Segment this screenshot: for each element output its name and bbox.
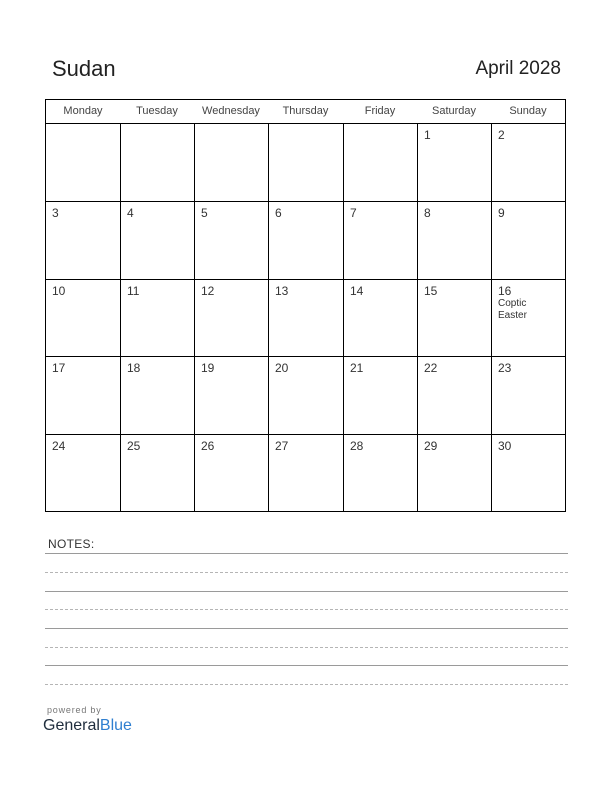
day-number: 19 — [201, 361, 215, 375]
holiday-label: Coptic Easter — [498, 298, 527, 321]
weekday-header-friday: Friday — [364, 105, 396, 117]
day-number: 22 — [424, 361, 438, 375]
day-cell[interactable] — [120, 124, 194, 201]
day-cell[interactable] — [343, 356, 417, 434]
weekday-header-tuesday: Tuesday — [136, 105, 178, 117]
day-number: 10 — [52, 284, 66, 298]
day-cell[interactable] — [268, 279, 343, 356]
day-cell[interactable] — [46, 434, 120, 511]
day-cell[interactable] — [120, 201, 194, 279]
day-number: 8 — [424, 206, 431, 220]
day-cell[interactable] — [417, 124, 491, 201]
day-cell[interactable] — [120, 356, 194, 434]
day-cell[interactable] — [491, 356, 565, 434]
day-cell[interactable] — [268, 356, 343, 434]
day-cell[interactable] — [268, 124, 343, 201]
day-cell[interactable] — [194, 124, 268, 201]
day-number: 28 — [350, 439, 364, 453]
day-number: 9 — [498, 206, 505, 220]
weekday-header-saturday: Saturday — [431, 105, 477, 117]
day-number: 15 — [424, 284, 438, 298]
day-cell[interactable] — [343, 279, 417, 356]
day-cell[interactable] — [417, 356, 491, 434]
brand-general: General — [43, 717, 100, 734]
notes-line — [45, 553, 568, 554]
country-title: Sudan — [52, 56, 116, 81]
day-number: 12 — [201, 284, 215, 298]
day-number: 13 — [275, 284, 289, 298]
day-number: 25 — [127, 439, 141, 453]
notes-line — [45, 647, 568, 648]
day-cell[interactable] — [120, 279, 194, 356]
weekday-header-row — [46, 100, 565, 124]
day-cell[interactable] — [194, 279, 268, 356]
day-number: 5 — [201, 206, 208, 220]
day-number: 24 — [52, 439, 66, 453]
day-number: 23 — [498, 361, 512, 375]
day-cell[interactable] — [46, 356, 120, 434]
day-number: 11 — [127, 284, 140, 298]
day-number: 6 — [275, 206, 282, 220]
weekday-header-sunday: Sunday — [509, 105, 547, 117]
day-cell[interactable] — [120, 434, 194, 511]
day-cell[interactable] — [268, 201, 343, 279]
day-cell[interactable] — [491, 124, 565, 201]
weekday-header-wednesday: Wednesday — [202, 105, 260, 117]
day-number: 18 — [127, 361, 141, 375]
day-number: 7 — [350, 206, 357, 220]
notes-line — [45, 591, 568, 592]
day-number: 1 — [424, 128, 431, 142]
day-cell[interactable] — [417, 279, 491, 356]
day-number: 16 — [498, 284, 512, 298]
calendar-grid — [45, 99, 566, 512]
day-number: 4 — [127, 206, 134, 220]
day-cell[interactable] — [343, 434, 417, 511]
day-number: 17 — [52, 361, 66, 375]
day-cell[interactable] — [491, 201, 565, 279]
day-number: 27 — [275, 439, 289, 453]
notes-line — [45, 628, 568, 629]
notes-line — [45, 684, 568, 685]
day-number: 29 — [424, 439, 438, 453]
day-number: 30 — [498, 439, 512, 453]
day-cell[interactable] — [46, 124, 120, 201]
weekday-header-thursday: Thursday — [282, 105, 329, 117]
day-number: 26 — [201, 439, 215, 453]
day-cell[interactable] — [343, 201, 417, 279]
day-cell[interactable] — [491, 279, 565, 356]
day-cell[interactable] — [343, 124, 417, 201]
day-cell[interactable] — [194, 356, 268, 434]
weekday-header-monday: Monday — [63, 105, 103, 117]
powered-by-text: powered by — [47, 705, 102, 715]
notes-line — [45, 665, 568, 666]
day-cell[interactable] — [268, 434, 343, 511]
day-cell[interactable] — [194, 434, 268, 511]
day-number: 20 — [275, 361, 289, 375]
generalblue-logo[interactable] — [43, 717, 132, 735]
day-cell[interactable] — [417, 434, 491, 511]
day-cell[interactable] — [46, 201, 120, 279]
notes-label: NOTES: — [48, 537, 95, 551]
day-number: 3 — [52, 206, 59, 220]
notes-line — [45, 609, 568, 610]
notes-line — [45, 572, 568, 573]
day-cell[interactable] — [491, 434, 565, 511]
day-number: 21 — [350, 361, 364, 375]
brand-blue: Blue — [99, 717, 132, 734]
month-title: April 2028 — [475, 58, 561, 79]
day-cell[interactable] — [194, 201, 268, 279]
day-cell[interactable] — [46, 279, 120, 356]
day-cell[interactable] — [417, 201, 491, 279]
day-number: 14 — [350, 284, 364, 298]
day-number: 2 — [498, 128, 505, 142]
